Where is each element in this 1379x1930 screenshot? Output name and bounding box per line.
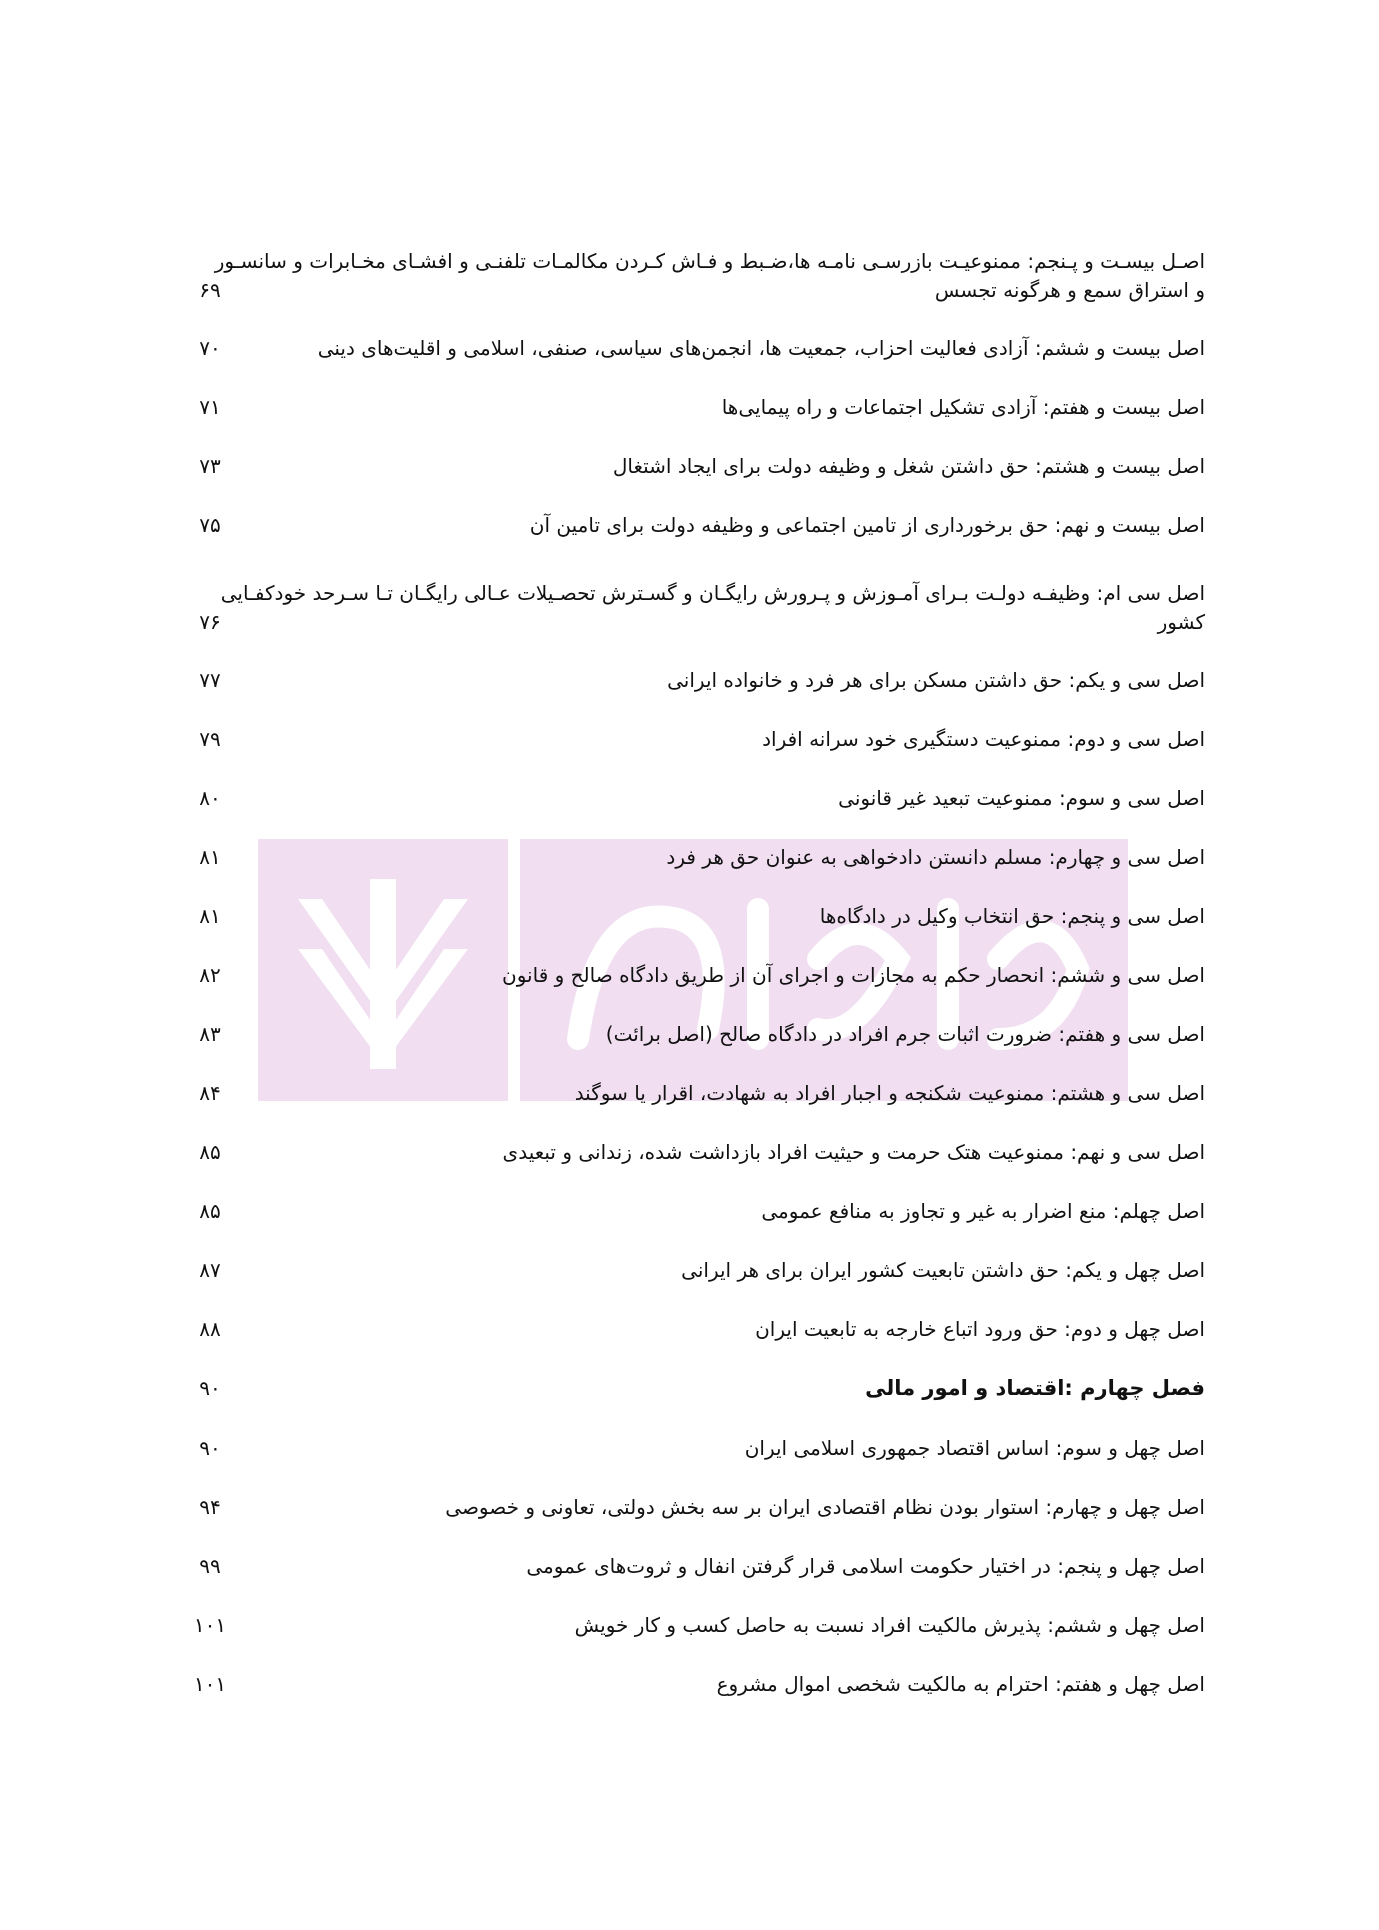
toc-entry-title: اصل چهل و یکم: حق داشتن تابعیت کشور ایران برای هر ایرانی bbox=[681, 1258, 1205, 1282]
toc-entry-page: ۷۰ bbox=[199, 336, 221, 360]
toc-entry-page: ۷۶ bbox=[199, 610, 221, 634]
toc-entry-title: اصل چهل و ششم: پذیرش مالکیت افراد نسبت به حاصل کسب و کار خویش bbox=[574, 1613, 1205, 1637]
toc-entry-title: اصل چهلم: منع اضرار به غیر و تجاوز به منافع عمومی bbox=[761, 1199, 1205, 1223]
toc-entry-title: اصـل بیسـت و پـنجم: ممنوعیـت بازرسـی نامـه ها،ضـبط و فـاش کـردن مکالمـات تلفنـی و افشـای مخـابرات و سانسـور bbox=[214, 249, 1205, 273]
toc-entry-title: اصل چهل و دوم: حق ورود اتباع خارجه به تابعیت ایران bbox=[755, 1317, 1205, 1341]
toc-entry-title: اصل چهل و چهارم: استوار بودن نظام اقتصادی ایران بر سه بخش دولتی، تعاونی و خصوصی bbox=[445, 1495, 1205, 1519]
toc-entry-title: اصل سی و چهارم: مسلم دانستن دادخواهی به عنوان حق هر فرد bbox=[666, 845, 1205, 869]
toc-entry-title: اصل سی و یکم: حق داشتن مسکن برای هر فرد و خانواده ایرانی bbox=[667, 668, 1205, 692]
toc-entry-page: ۸۵ bbox=[199, 1140, 221, 1164]
toc-entry-page: ۸۸ bbox=[199, 1317, 221, 1341]
toc-entry-title: اصل سی و هفتم: ضرورت اثبات جرم افراد در دادگاه صالح (اصل برائت) bbox=[605, 1022, 1205, 1046]
toc-entry-page: ۷۱ bbox=[199, 395, 221, 419]
table-of-contents bbox=[190, 238, 1205, 1729]
toc-entry-title: اصل سی و سوم: ممنوعیت تبعید غیر قانونی bbox=[838, 786, 1205, 810]
toc-entry-page: ۷۹ bbox=[199, 727, 221, 751]
toc-entry[interactable] bbox=[190, 1434, 1205, 1462]
toc-entry-title: اصل سی و هشتم: ممنوعیت شکنجه و اجبار افراد به شهادت، اقرار یا سوگند bbox=[574, 1081, 1205, 1105]
toc-entry-title: اصل چهل و سوم: اساس اقتصاد جمهوری اسلامی ایران bbox=[744, 1436, 1205, 1460]
toc-entry-title: اصل بیست و هشتم: حق داشتن شغل و وظیفه دولت برای ایجاد اشتغال bbox=[612, 454, 1205, 478]
toc-entry-title-continued: کشور bbox=[1157, 610, 1205, 634]
toc-entry-title: اصل سی و ششم: انحصار حکم به مجازات و اجرای آن از طریق دادگاه صالح و قانون bbox=[502, 963, 1205, 987]
toc-entry[interactable] bbox=[190, 902, 1205, 930]
toc-entry[interactable] bbox=[190, 1670, 1205, 1698]
toc-entry-title: اصل چهل و هفتم: احترام به مالکیت شخصی اموال مشروع bbox=[716, 1672, 1205, 1696]
toc-entry-page: ۶۹ bbox=[199, 278, 221, 302]
toc-entry[interactable] bbox=[190, 1138, 1205, 1166]
toc-entry[interactable] bbox=[190, 1552, 1205, 1580]
toc-entry[interactable] bbox=[190, 725, 1205, 753]
toc-entry-page: ۸۲ bbox=[199, 963, 221, 987]
toc-entry[interactable] bbox=[190, 1197, 1205, 1225]
toc-entry[interactable] bbox=[190, 1315, 1205, 1343]
toc-entry[interactable] bbox=[190, 1611, 1205, 1639]
toc-entry-page: ۹۴ bbox=[199, 1495, 221, 1519]
toc-entry-page: ۸۵ bbox=[199, 1199, 221, 1223]
toc-entry[interactable] bbox=[190, 1493, 1205, 1521]
toc-entry-page: ۷۷ bbox=[199, 668, 221, 692]
toc-entry-page: ۱۰۱ bbox=[193, 1672, 227, 1696]
toc-entry-page: ۸۷ bbox=[199, 1258, 221, 1282]
toc-entry[interactable] bbox=[190, 238, 1205, 304]
toc-entry-title: اصل چهل و پنجم: در اختیار حکومت اسلامی قرار گرفتن انفال و ثروت‌های عمومی bbox=[526, 1554, 1205, 1578]
toc-entry-page: ۸۱ bbox=[199, 845, 221, 869]
toc-chapter-heading[interactable] bbox=[190, 1374, 1205, 1402]
toc-entry-page: ۱۰۱ bbox=[193, 1613, 227, 1637]
toc-entry-title: اصل بیست و هفتم: آزادی تشکیل اجتماعات و راه پیمایی‌ها bbox=[721, 395, 1205, 419]
toc-entry-page: ۷۳ bbox=[199, 454, 221, 478]
toc-entry[interactable] bbox=[190, 511, 1205, 539]
toc-entry[interactable] bbox=[190, 1256, 1205, 1284]
toc-entry-title: اصل سی ام: وظیفـه دولـت بـرای آمـوزش و پـرورش رایگـان و گسـترش تحصـیلات عـالی رایگـان تـا سـرحد خودکفـایی bbox=[220, 581, 1205, 605]
toc-entry-title-continued: و استراق سمع و هرگونه تجسس bbox=[934, 278, 1205, 302]
toc-entry-page: ۷۵ bbox=[199, 513, 221, 537]
toc-entry-page: ۸۱ bbox=[199, 904, 221, 928]
toc-entry[interactable] bbox=[190, 1020, 1205, 1048]
toc-entry-title: اصل سی و دوم: ممنوعیت دستگیری خود سرانه افراد bbox=[762, 727, 1205, 751]
toc-entry[interactable] bbox=[190, 570, 1205, 636]
toc-entry-title: اصل سی و نهم: ممنوعیت هتک حرمت و حیثیت افراد بازداشت شده، زندانی و تبعیدی bbox=[502, 1140, 1205, 1164]
chapter-title: فصل چهارم :اقتصاد و امور مالی bbox=[865, 1376, 1205, 1400]
toc-entry[interactable] bbox=[190, 666, 1205, 694]
toc-entry[interactable] bbox=[190, 1079, 1205, 1107]
toc-entry-page: ۹۰ bbox=[199, 1436, 221, 1460]
toc-entry-page: ۹۰ bbox=[199, 1376, 221, 1400]
toc-entry-page: ۹۹ bbox=[199, 1554, 221, 1578]
toc-entry[interactable] bbox=[190, 843, 1205, 871]
toc-entry[interactable] bbox=[190, 961, 1205, 989]
toc-entry[interactable] bbox=[190, 784, 1205, 812]
toc-entry-title: اصل سی و پنجم: حق انتخاب وکیل در دادگاه‌ها bbox=[819, 904, 1205, 928]
toc-entry[interactable] bbox=[190, 452, 1205, 480]
toc-entry-page: ۸۳ bbox=[199, 1022, 221, 1046]
toc-entry-page: ۸۴ bbox=[199, 1081, 221, 1105]
toc-entry-title: اصل بیست و نهم: حق برخورداری از تامین اجتماعی و وظیفه دولت برای تامین آن bbox=[529, 513, 1205, 537]
toc-entry-page: ۸۰ bbox=[199, 786, 221, 810]
toc-entry[interactable] bbox=[190, 334, 1205, 362]
toc-entry-title: اصل بیست و ششم: آزادی فعالیت احزاب، جمعیت ها، انجمن‌های سیاسی، صنفی، اسلامی و اقلیت‌های دینی bbox=[317, 336, 1205, 360]
toc-entry[interactable] bbox=[190, 393, 1205, 421]
